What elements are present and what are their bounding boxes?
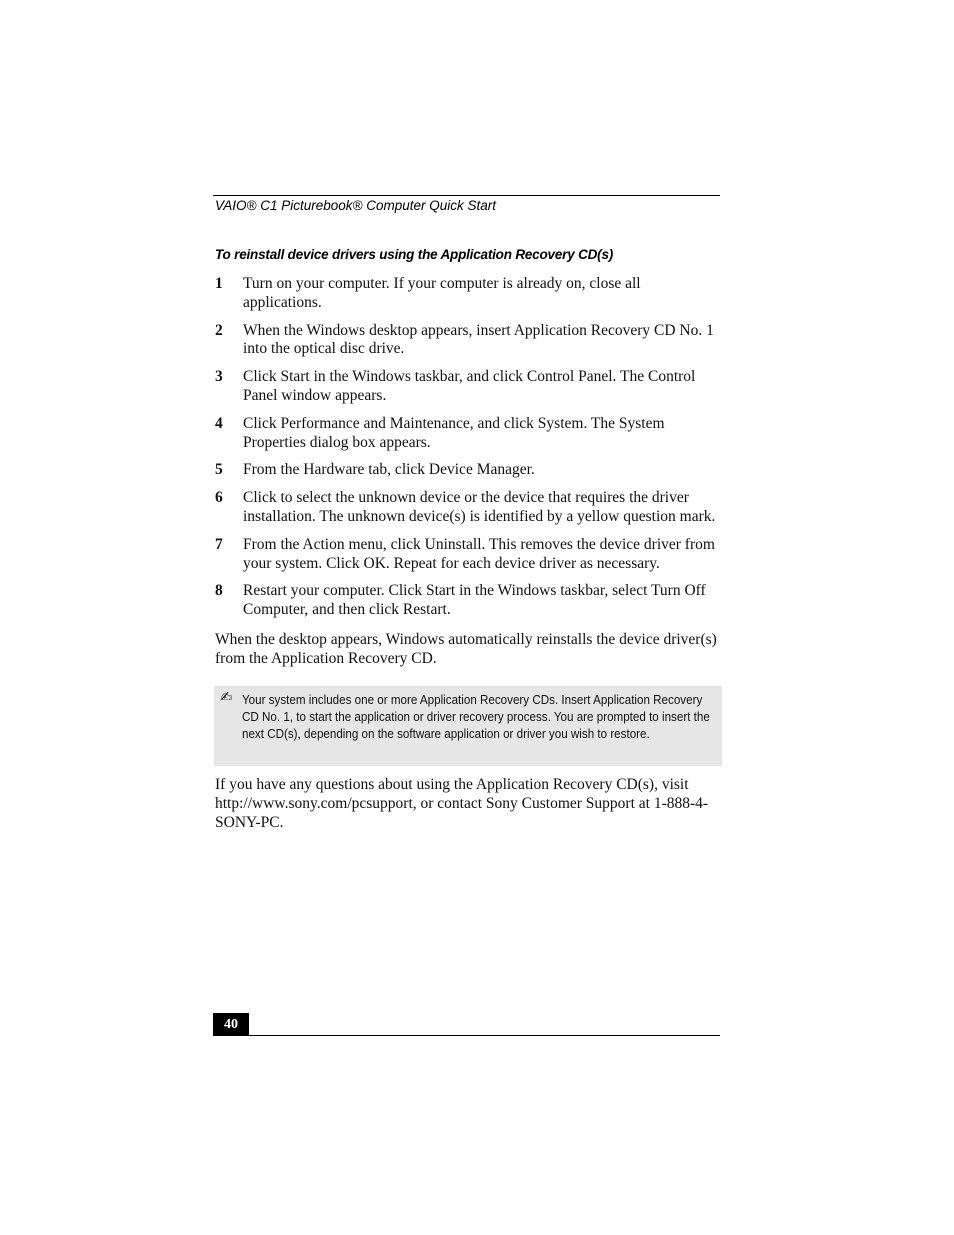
step-text: Click Performance and Maintenance, and click System. The System Properties dialog box appears. (243, 414, 665, 451)
header-rule (213, 195, 720, 196)
step-number: 6 (215, 489, 223, 507)
step-text: From the Hardware tab, click Device Manager. (243, 461, 535, 479)
step-item (215, 582, 721, 620)
step-item (215, 415, 721, 453)
footer-rule (213, 1035, 720, 1036)
step-number: 2 (215, 321, 223, 339)
step-number: 1 (215, 275, 223, 292)
step-item (215, 489, 721, 527)
page-number: 40 (213, 1013, 249, 1036)
step-text: When the Windows desktop appears, insert Application Recovery CD No. 1 into the optical disc drive. (243, 321, 714, 358)
step-number: 8 (215, 582, 223, 600)
step-number: 3 (215, 368, 223, 386)
step-text: Click Start in the Windows taskbar, and click Control Panel. The Control Panel window appears. (243, 368, 696, 404)
step-item (215, 275, 721, 313)
step-item (215, 322, 721, 360)
section-heading: To reinstall device drivers using the Application Recovery CD(s) (215, 247, 614, 262)
note-text: Your system includes one or more Application Recovery CDs. Insert Application Recovery CD No. 1, to start the application or driver recovery process. You are prompted to insert the next CD(s), depending on the software application or driver you wish to restore. (242, 693, 710, 741)
note-box (214, 686, 722, 766)
contact-paragraph: If you have any questions about using the Application Recovery CD(s), visit http://www.sony.com/pcsupport, or contact Sony Customer Support at 1-888-4-SONY-PC. (215, 776, 709, 831)
writing-hand-icon: ✍ (220, 688, 233, 706)
step-text: Turn on your computer. If your computer is already on, close all applications. (243, 275, 641, 311)
step-item (215, 536, 721, 574)
step-text: Restart your computer. Click Start in the Windows taskbar, select Turn Off Computer, and then click Restart. (243, 582, 706, 619)
step-item (215, 368, 721, 406)
step-text: Click to select the unknown device or the device that requires the driver installation. The unknown device(s) is identified by a yellow question mark. (243, 489, 716, 525)
step-number: 4 (215, 414, 223, 432)
step-number: 7 (215, 535, 223, 553)
step-number: 5 (215, 461, 223, 479)
step-item (215, 461, 721, 480)
step-text: From the Action menu, click Uninstall. This removes the device driver from your system. Click OK. Repeat for each device driver as necessary. (243, 535, 715, 572)
reinstall-result-paragraph: When the desktop appears, Windows automatically reinstalls the device driver(s) from the Application Recovery CD. (215, 631, 717, 667)
step-list (215, 275, 721, 629)
running-header: VAIO® C1 Picturebook® Computer Quick Start (215, 198, 497, 213)
